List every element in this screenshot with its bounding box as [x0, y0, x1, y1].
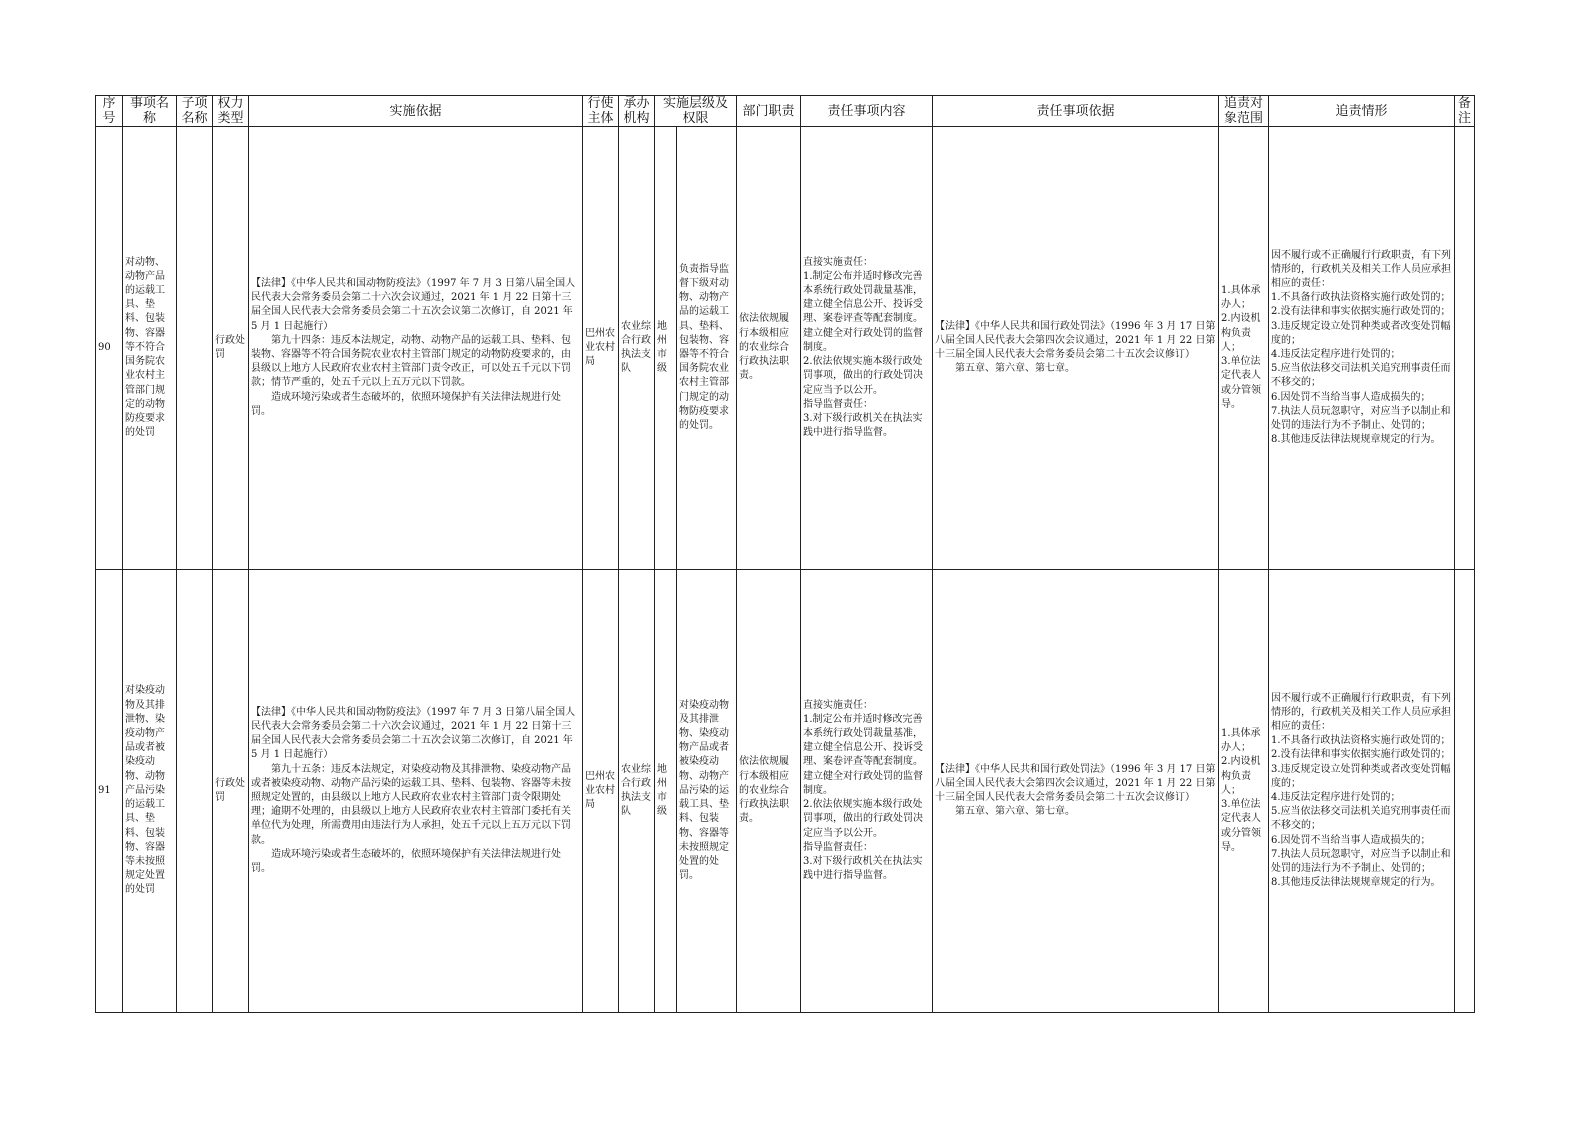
- header-sub: 子项名称: [177, 96, 213, 127]
- cell-duty: 依法依规履行本级相应的农业综合行政执法职责。: [737, 570, 801, 1013]
- cell-sub: [177, 127, 213, 570]
- table-row: [96, 570, 1475, 1013]
- cell-scope: 1.具体承办人； 2.内设机构负责人； 3.单位法定代表人或分管领导。: [1219, 127, 1269, 570]
- cell-seq: 90: [96, 127, 123, 570]
- cell-level-power: 负责指导监督下级对动物、动物产品的运载工具、垫料、包装物、容器等不符合国务院农业农村主管部门规定的动物防疫要求的处罚。: [677, 127, 737, 570]
- cell-situation: 因不履行或不正确履行行政职责，有下列情形的，行政机关及相关工作人员应承担相应的责任： 1.不具备行政执法资格实施行政处罚的； 2.没有法律和事实依据实施行政处罚的； 3.违反规定设立处罚种类或者改变处罚幅度的； 4.违反法定程序进行处罚的； 5.应当依法移交司法机关追究刑事责任而不移交的； 6.因处罚不当给当事人造成损失的； 7.执法人员玩忽职守，对应当予以制止和处罚的违法行为不予制止、处罚的； 8.其他违反法律法规规章规定的行为。: [1269, 570, 1455, 1013]
- cell-level: 地州市级: [655, 127, 677, 570]
- header-seq: 序号: [96, 96, 123, 127]
- table-row: [96, 127, 1475, 570]
- header-level: 实施层级及权限: [655, 96, 737, 127]
- header-org: 承办机构: [619, 96, 655, 127]
- cell-content: 直接实施责任： 1.制定公布并适时修改完善本系统行政处罚裁量基准，建立健全信息公开、投诉受理、案卷评查等配套制度。建立健全对行政处罚的监督制度。 2.依法依规实施本级行政处罚事项，做出的行政处罚决定应当予以公开。 指导监督责任： 3.对下级行政机关在执法实践中进行指导监督。: [801, 570, 933, 1013]
- power-list-table: [95, 95, 1475, 1013]
- cell-basis: 【法律】《中华人民共和国动物防疫法》（1997 年 7 月 3 日第八届全国人民代表大会常务委员会第二十六次会议通过，2021 年 1 月 22 日第十三届全国人民代表大会常务委员会第二十五次会议第二次修订，自 2021 年 5 月 1 日起施行） 第九十四条：违反本法规定，动物、动物产品的运载工具、垫料、包装物、容器等不符合国务院农业农村主管部门规定的动物防疫要求的，由县级以上地方人民政府农业农村主管部门责令改正，可以处五千元以下罚款；情节严重的，处五千元以上五万元以下罚款。 造成环境污染或者生态破坏的，依照环境保护有关法律法规进行处罚。: [249, 127, 583, 570]
- header-power-type: 权力类型: [213, 96, 249, 127]
- cell-seq: 91: [96, 570, 123, 1013]
- header-name: 事项名称: [123, 96, 177, 127]
- cell-name: 对动物、动物产品的运载工具、垫料、包装物、容器等不符合国务院农业农村主管部门规定的动物防疫要求的处罚: [123, 127, 177, 570]
- cell-power-type: 行政处罚: [213, 127, 249, 570]
- header-resp-basis: 责任事项依据: [933, 96, 1219, 127]
- cell-name: 对染疫动物及其排泄物、染疫动物产品或者被染疫动物、动物产品污染的运载工具、垫料、包装物、容器等未按照规定处置的处罚: [123, 570, 177, 1013]
- header-duty: 部门职责: [737, 96, 801, 127]
- cell-remark: [1455, 570, 1475, 1013]
- cell-resp-basis: 【法律】《中华人民共和国行政处罚法》（1996 年 3 月 17 日第八届全国人民代表大会第四次会议通过，2021 年 1 月 22 日第十三届全国人民代表大会常务委员会第二十五次会议修订） 第五章、第六章、第七章。: [933, 570, 1219, 1013]
- header-scope: 追责对象范围: [1219, 96, 1269, 127]
- cell-subject: 巴州农业农村局: [583, 570, 619, 1013]
- cell-subject: 巴州农业农村局: [583, 127, 619, 570]
- header-subject: 行使主体: [583, 96, 619, 127]
- cell-sub: [177, 570, 213, 1013]
- cell-scope: 1.具体承办人； 2.内设机构负责人； 3.单位法定代表人或分管领导。: [1219, 570, 1269, 1013]
- header-row: [96, 96, 1475, 127]
- cell-resp-basis: 【法律】《中华人民共和国行政处罚法》（1996 年 3 月 17 日第八届全国人民代表大会第四次会议通过，2021 年 1 月 22 日第十三届全国人民代表大会常务委员会第二十五次会议修订） 第五章、第六章、第七章。: [933, 127, 1219, 570]
- cell-duty: 依法依规履行本级相应的农业综合行政执法职责。: [737, 127, 801, 570]
- header-situation: 追责情形: [1269, 96, 1455, 127]
- cell-basis: 【法律】《中华人民共和国动物防疫法》（1997 年 7 月 3 日第八届全国人民代表大会常务委员会第二十六次会议通过，2021 年 1 月 22 日第十三届全国人民代表大会常务委员会第二十五次会议第二次修订，自 2021 年 5 月 1 日起施行） 第九十五条：违反本法规定，对染疫动物及其排泄物、染疫动物产品或者被染疫动物、动物产品污染的运载工具、垫料、包装物、容器等未按照规定处置的，由县级以上地方人民政府农业农村主管部门责令限期处理；逾期不处理的，由县级以上地方人民政府农业农村主管部门委托有关单位代为处理，所需费用由违法行为人承担，处五千元以上五万元以下罚款。 造成环境污染或者生态破坏的，依照环境保护有关法律法规进行处罚。: [249, 570, 583, 1013]
- header-content: 责任事项内容: [801, 96, 933, 127]
- cell-remark: [1455, 127, 1475, 570]
- cell-level-power: 对染疫动物及其排泄物、染疫动物产品或者被染疫动物、动物产品污染的运载工具、垫料、包装物、容器等未按照规定处置的处罚。: [677, 570, 737, 1013]
- cell-content: 直接实施责任： 1.制定公布并适时修改完善本系统行政处罚裁量基准，建立健全信息公开、投诉受理、案卷评查等配套制度。建立健全对行政处罚的监督制度。 2.依法依规实施本级行政处罚事项，做出的行政处罚决定应当予以公开。 指导监督责任： 3.对下级行政机关在执法实践中进行指导监督。: [801, 127, 933, 570]
- header-basis: 实施依据: [249, 96, 583, 127]
- cell-situation: 因不履行或不正确履行行政职责，有下列情形的，行政机关及相关工作人员应承担相应的责任： 1.不具备行政执法资格实施行政处罚的； 2.没有法律和事实依据实施行政处罚的； 3.违反规定设立处罚种类或者改变处罚幅度的； 4.违反法定程序进行处罚的； 5.应当依法移交司法机关追究刑事责任而不移交的； 6.因处罚不当给当事人造成损失的； 7.执法人员玩忽职守，对应当予以制止和处罚的违法行为不予制止、处罚的； 8.其他违反法律法规规章规定的行为。: [1269, 127, 1455, 570]
- cell-org: 农业综合行政执法支队: [619, 570, 655, 1013]
- cell-org: 农业综合行政执法支队: [619, 127, 655, 570]
- cell-level: 地州市级: [655, 570, 677, 1013]
- header-remark: 备注: [1455, 96, 1475, 127]
- cell-power-type: 行政处罚: [213, 570, 249, 1013]
